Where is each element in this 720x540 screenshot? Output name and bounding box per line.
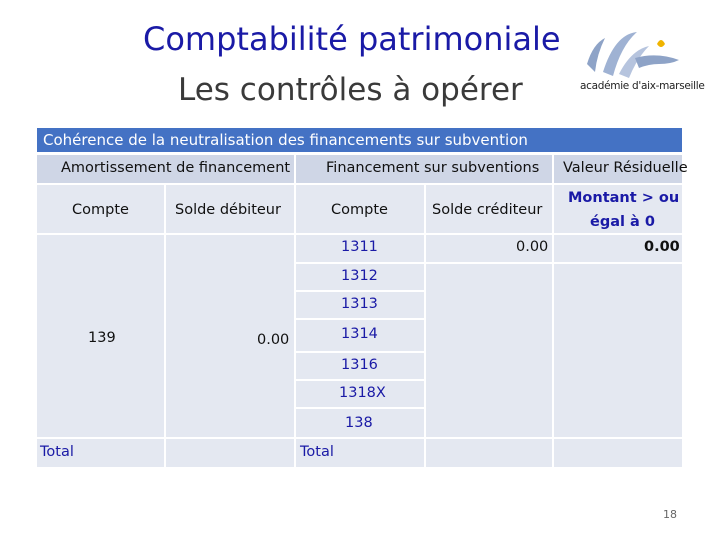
group-header-3: Valeur Résiduelle [563, 160, 688, 176]
account-139: 139 [88, 330, 116, 346]
subsidy-account: 1311 [341, 239, 378, 255]
group-header-2: Financement sur subventions [326, 160, 540, 176]
credit-balance: 0.00 [516, 239, 549, 255]
title-line-2: Les contrôles à opérer [178, 72, 523, 108]
total-row-cell [426, 439, 552, 467]
subsidy-account: 1312 [341, 268, 378, 284]
subsidy-account: 1313 [341, 296, 378, 312]
col-header-egal: égal à 0 [590, 214, 655, 230]
total-row-cell [166, 439, 294, 467]
col-header-compte: Compte [72, 202, 129, 218]
debit-balance: 0.00 [257, 332, 290, 348]
total-row-cell [554, 439, 682, 467]
logo-text: académie d'aix-marseille [580, 80, 705, 92]
col-header-solde-crediteur: Solde créditeur [432, 202, 543, 218]
col-header-montant: Montant > ou [568, 190, 680, 206]
page-number: 18 [663, 508, 677, 521]
section-title: Cohérence de la neutralisation des financements sur subvention [43, 131, 528, 149]
col-header-solde-debiteur: Solde débiteur [175, 202, 281, 218]
col-header-compte: Compte [331, 202, 388, 218]
subsidy-account: 1318X [339, 385, 386, 401]
credit-empty-cell [426, 264, 552, 437]
subsidy-account: 1314 [341, 326, 378, 342]
total-right: Total [300, 444, 334, 460]
total-left: Total [40, 444, 74, 460]
residual-value: 0.00 [644, 239, 680, 255]
subsidy-account: 1316 [341, 357, 378, 373]
section-band [37, 128, 682, 152]
residual-empty-cell [554, 264, 682, 437]
group-header-1: Amortissement de financement [61, 160, 291, 176]
subsidy-account: 138 [345, 415, 373, 431]
